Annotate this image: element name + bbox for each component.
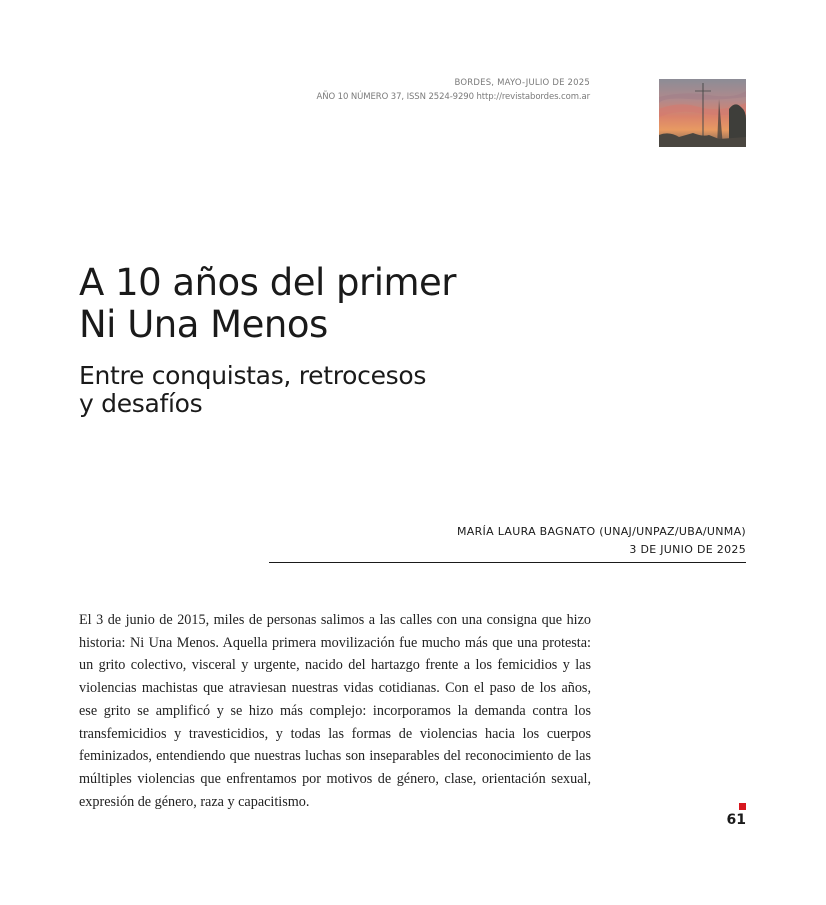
header-photo: [659, 79, 746, 147]
title-line: Ni Una Menos: [79, 303, 328, 346]
subtitle-line: Entre conquistas, retrocesos: [79, 361, 427, 390]
journal-header: [317, 76, 590, 104]
article-subtitle: [79, 362, 426, 418]
page-number: 61: [726, 812, 746, 828]
author-name: MARÍA LAURA BAGNATO (UNAJ/UNPAZ/UBA/UNMA): [456, 525, 746, 538]
page-marker-square: [739, 803, 746, 810]
byline-divider: [269, 562, 746, 563]
byline: [457, 523, 746, 559]
journal-volume-line: AÑO 10 NÚMERO 37, ISSN 2524-9290 http://revistabordes.com.ar: [316, 92, 590, 102]
title-line: A 10 años del primer: [79, 261, 457, 304]
journal-issue-line: BORDES, MAYO-JULIO DE 2025: [454, 78, 590, 88]
article-title: [79, 262, 456, 346]
body-paragraph: El 3 de junio de 2015, miles de personas salimos a las calles con una consigna que hizo historia: Ni Una Menos. Aquella primera movilización fue mucho más que una protesta: un grito colectivo, visceral y urgente, nacido del hartazgo frente a los femicidios y las violencias machistas que atraviesan nuestras vidas cotidianas. Con el paso de los años, ese grito se amplificó y se hizo más complejo: incorporamos la demanda contra los transfemicidios y travesticidios, y todas las formas de violencias hacia los cuerpos feminizados, entendiendo que nuestras luchas son inseparables del reconocimiento de las múltiples violencias que enfrentamos por motivos de género, clase, orientación sexual, expresión de género, raza y capacitismo.: [79, 612, 591, 810]
sunset-photo-image: [659, 79, 746, 147]
publication-date: 3 DE JUNIO DE 2025: [629, 543, 746, 556]
subtitle-line: y desafíos: [79, 389, 203, 418]
